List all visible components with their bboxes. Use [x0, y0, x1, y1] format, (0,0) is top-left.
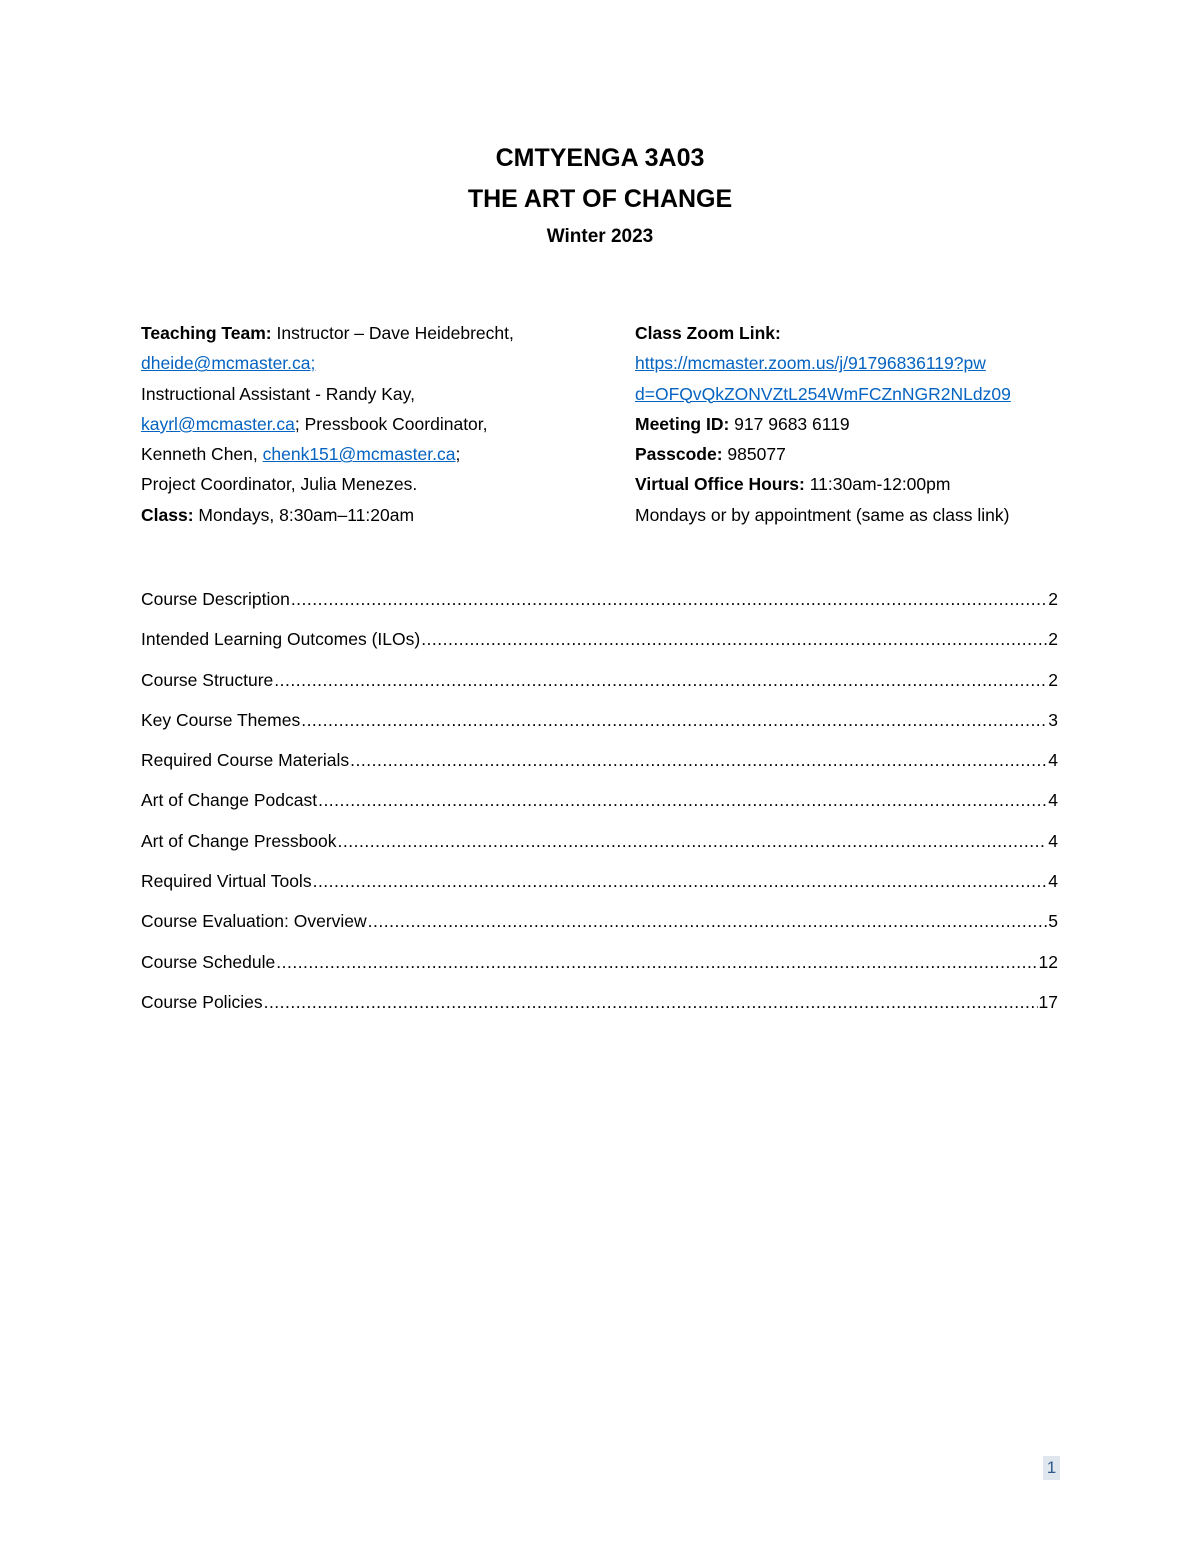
page-number: 1: [1043, 1456, 1060, 1480]
instructor-text: Instructor – Dave Heidebrecht,: [271, 323, 514, 343]
pressbook-coordinator-name: Kenneth Chen,: [141, 444, 263, 465]
project-coordinator-line: Project Coordinator, Julia Menezes.: [141, 474, 418, 495]
assistant-email-line: [141, 409, 601, 439]
toc-entry-page: 12: [1038, 951, 1058, 972]
toc-leader-dots: [368, 911, 1048, 932]
toc-entry-title: Course Policies: [141, 991, 263, 1012]
toc-entry-page: 17: [1038, 991, 1058, 1012]
toc-leader-dots: [313, 871, 1048, 892]
office-hours-line: [635, 469, 1075, 499]
teaching-team-block: [141, 318, 601, 530]
toc-leader-dots: [350, 750, 1047, 771]
toc-leader-dots: [264, 992, 1038, 1013]
pressbook-coordinator-text: ; Pressbook Coordinator,: [294, 413, 488, 434]
meeting-id-line: [635, 409, 1075, 439]
toc-entry[interactable]: [141, 629, 1058, 669]
office-hours-note: Mondays or by appointment (same as class link): [635, 504, 1010, 525]
toc-entry-page: 3: [1048, 709, 1058, 730]
toc-entry-page: 2: [1048, 589, 1058, 609]
meeting-id-value: 917 9683 6119: [729, 413, 850, 434]
zoom-link-part-2[interactable]: d=OFQvQkZONVZtL254WmFCZnNGR2NLdz09: [635, 383, 1011, 404]
toc-leader-dots: [276, 952, 1037, 973]
passcode-label: Passcode:: [635, 444, 723, 465]
toc-entry[interactable]: [141, 589, 1058, 629]
assistant-email-link[interactable]: kayrl@mcmaster.ca: [141, 413, 295, 434]
toc-entry[interactable]: [141, 670, 1058, 710]
toc-entry-page: 2: [1048, 669, 1058, 690]
toc-leader-dots: [421, 629, 1047, 650]
toc-leader-dots: [291, 589, 1047, 610]
pressbook-semicolon: ;: [455, 444, 461, 465]
toc-entry[interactable]: [141, 911, 1058, 951]
toc-entry[interactable]: [141, 710, 1058, 750]
instructor-email-link[interactable]: dheide@mcmaster.ca;: [141, 353, 316, 374]
toc-entry-title: Course Evaluation: Overview: [141, 911, 367, 932]
zoom-link-line-1: [635, 348, 1075, 378]
toc-entry-title: Art of Change Podcast: [141, 790, 318, 811]
toc-entry-page: 4: [1048, 790, 1058, 811]
zoom-link-part-1[interactable]: https://mcmaster.zoom.us/j/91796836119?pw: [635, 353, 986, 374]
course-term: Winter 2023: [546, 226, 654, 247]
toc-entry-title: Intended Learning Outcomes (ILOs): [141, 629, 421, 650]
passcode-value: 985077: [722, 444, 786, 465]
toc-entry-page: 4: [1048, 830, 1058, 851]
pressbook-coordinator-line: [141, 439, 601, 469]
toc-entry[interactable]: [141, 750, 1058, 790]
assistant-line: Instructional Assistant - Randy Kay,: [141, 383, 415, 404]
zoom-block: [635, 318, 1075, 530]
office-hours-label: Virtual Office Hours:: [635, 474, 805, 495]
toc-entry-title: Key Course Themes: [141, 709, 301, 730]
meeting-id-label: Meeting ID:: [635, 413, 730, 434]
toc-entry[interactable]: [141, 831, 1058, 871]
office-hours-time: 11:30am-12:00pm: [804, 474, 951, 495]
toc-entry-page: 4: [1048, 871, 1058, 892]
toc-entry-title: Art of Change Pressbook: [141, 830, 337, 851]
toc-leader-dots: [274, 670, 1047, 691]
toc-leader-dots: [318, 790, 1047, 811]
instructor-email-line: [141, 348, 601, 378]
toc-entry-title: Required Course Materials: [141, 750, 350, 771]
zoom-link-line-2: [635, 379, 1075, 409]
class-time-line: [141, 500, 601, 530]
teaching-team-line: [141, 318, 601, 348]
passcode-line: [635, 439, 1075, 469]
toc-entry-title: Course Schedule: [141, 951, 276, 972]
toc-entry-page: 4: [1048, 750, 1058, 771]
teaching-team-label: Teaching Team:: [141, 323, 272, 343]
toc-entry[interactable]: [141, 952, 1058, 992]
zoom-link-label: Class Zoom Link:: [635, 323, 781, 343]
toc-entry-title: Course Description: [141, 589, 290, 609]
course-code: CMTYENGA 3A03: [495, 144, 705, 172]
table-of-contents: [141, 589, 1058, 1032]
toc-entry[interactable]: [141, 790, 1058, 830]
toc-entry-title: Required Virtual Tools: [141, 871, 312, 892]
toc-leader-dots: [301, 710, 1047, 731]
toc-entry[interactable]: [141, 992, 1058, 1032]
toc-entry-title: Course Structure: [141, 669, 274, 690]
toc-entry-page: 5: [1048, 911, 1058, 932]
pressbook-email-link[interactable]: chenk151@mcmaster.ca: [262, 444, 456, 465]
toc-leader-dots: [338, 831, 1048, 852]
class-time: Mondays, 8:30am–11:20am: [193, 504, 415, 525]
class-label: Class:: [141, 504, 194, 525]
course-name: THE ART OF CHANGE: [467, 185, 733, 213]
toc-entry[interactable]: [141, 871, 1058, 911]
toc-entry-page: 2: [1048, 629, 1058, 650]
